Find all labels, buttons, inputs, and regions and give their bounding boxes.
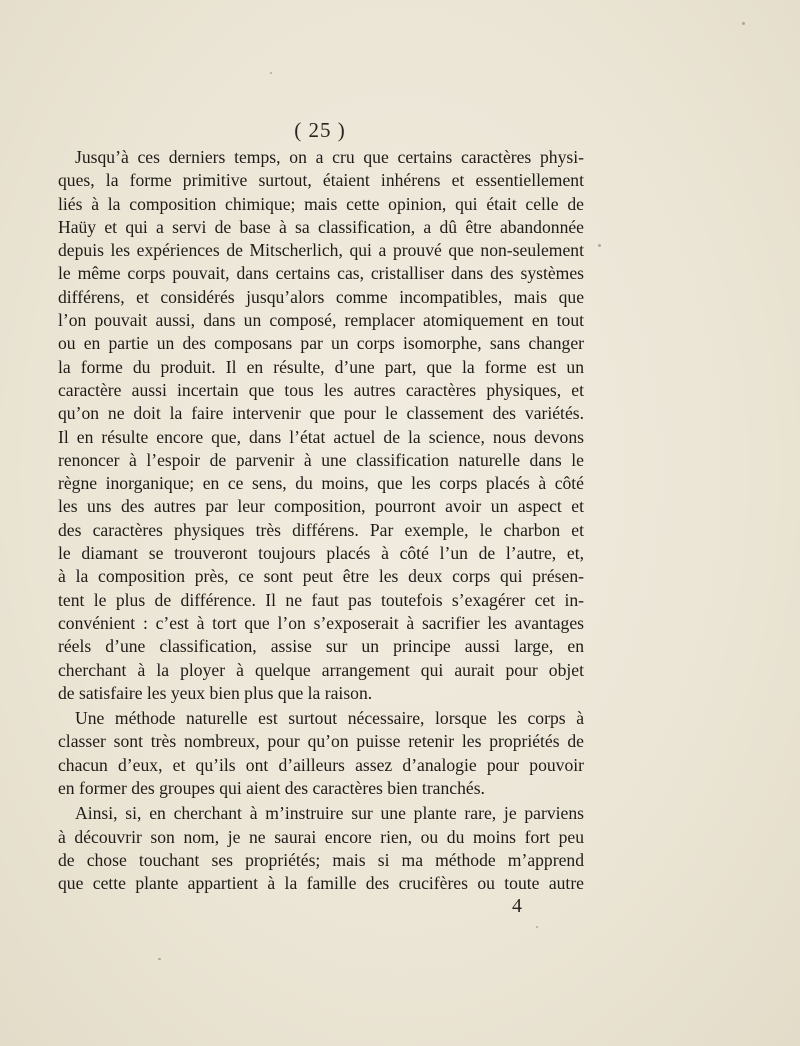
text-line: ques, la forme primitive surtout, étaient inhérens et essentiellement (58, 170, 584, 191)
text-line: classer sont très nombreux, pour qu’on puisse retenir les propriétés de (58, 731, 584, 752)
text-line: Il en résulte encore que, dans l’état actuel de la science, nous devons (58, 426, 584, 447)
paper-speck (598, 244, 601, 247)
paper-speck (742, 22, 745, 25)
text-line: l’on pouvait aussi, dans un composé, remplacer atomiquement en tout (58, 310, 584, 331)
paragraph (58, 146, 584, 705)
text-line: convénient : c’est à tort que l’on s’exposerait à sacrifier les avantages (58, 612, 584, 633)
text-line: qu’on ne doit la faire intervenir que pour le classement des variétés. (58, 403, 584, 424)
paragraph (58, 707, 584, 800)
text-line: de chose touchant ses propriétés; mais si ma méthode m’apprend (58, 849, 584, 870)
text-line: à découvrir son nom, je ne saurai encore rien, ou du moins fort peu (58, 826, 584, 847)
page-number: ( 25 ) (294, 118, 346, 142)
text-line: réels d’une classification, assise sur un principe aussi large, en (58, 636, 584, 657)
text-line: cherchant à la ployer à quelque arrangement qui aurait pour objet (58, 659, 584, 680)
text-line: chacun d’eux, et qu’ils ont d’ailleurs assez d’analogie pour pouvoir (58, 754, 584, 775)
text-line: que cette plante appartient à la famille des crucifères ou toute autre (58, 873, 584, 894)
text-line: de satisfaire les yeux bien plus que la raison. (58, 682, 373, 703)
text-line: tent le plus de différence. Il ne faut pas toutefois s’exagérer cet in- (58, 589, 584, 610)
text-line: ou en partie un des composans par un corps isomorphe, sans changer (58, 333, 584, 354)
text-line: caractère aussi incertain que tous les autres caractères physiques, et (58, 379, 584, 400)
text-line: règne inorganique; en ce sens, du moins, que les corps placés à côté (58, 473, 584, 494)
text-line: Ainsi, si, en cherchant à m’instruire sur une plante rare, je parviens (75, 803, 584, 824)
paper-speck (270, 72, 272, 74)
text-line: depuis les expériences de Mitscherlich, qui a prouvé que non-seulement (58, 240, 584, 261)
text-line: des caractères physiques très différens. Par exemple, le charbon et (58, 519, 584, 540)
signature-mark: 4 (512, 895, 522, 917)
text-line: en former des groupes qui aient des caractères bien tranchés. (58, 778, 485, 799)
body-text (58, 146, 584, 896)
text-line: Une méthode naturelle est surtout nécessaire, lorsque les corps à (75, 708, 584, 729)
paragraph (58, 802, 584, 895)
paper-speck (158, 958, 161, 960)
text-line: le même corps pouvait, dans certains cas, cristalliser dans des systèmes (58, 263, 584, 284)
text-line: liés à la composition chimique; mais cette opinion, qui était celle de (58, 193, 584, 214)
text-line: renoncer à l’espoir de parvenir à une classification naturelle dans le (58, 449, 584, 470)
text-line: la forme du produit. Il en résulte, d’une part, que la forme est un (58, 356, 584, 377)
text-line: différens, et considérés jusqu’alors comme incompatibles, mais que (58, 286, 584, 307)
text-line: Jusqu’à ces derniers temps, on a cru que certains caractères physi- (75, 147, 584, 167)
text-line: Haüy et qui a servi de base à sa classification, a dû être abandonnée (58, 216, 584, 237)
text-line: les uns des autres par leur composition, pourront avoir un aspect et (58, 496, 584, 517)
text-line: le diamant se trouveront toujours placés à côté l’un de l’autre, et, (58, 543, 584, 564)
text-line: à la composition près, ce sont peut être les deux corps qui présen- (58, 566, 584, 587)
paper-speck (536, 926, 538, 928)
